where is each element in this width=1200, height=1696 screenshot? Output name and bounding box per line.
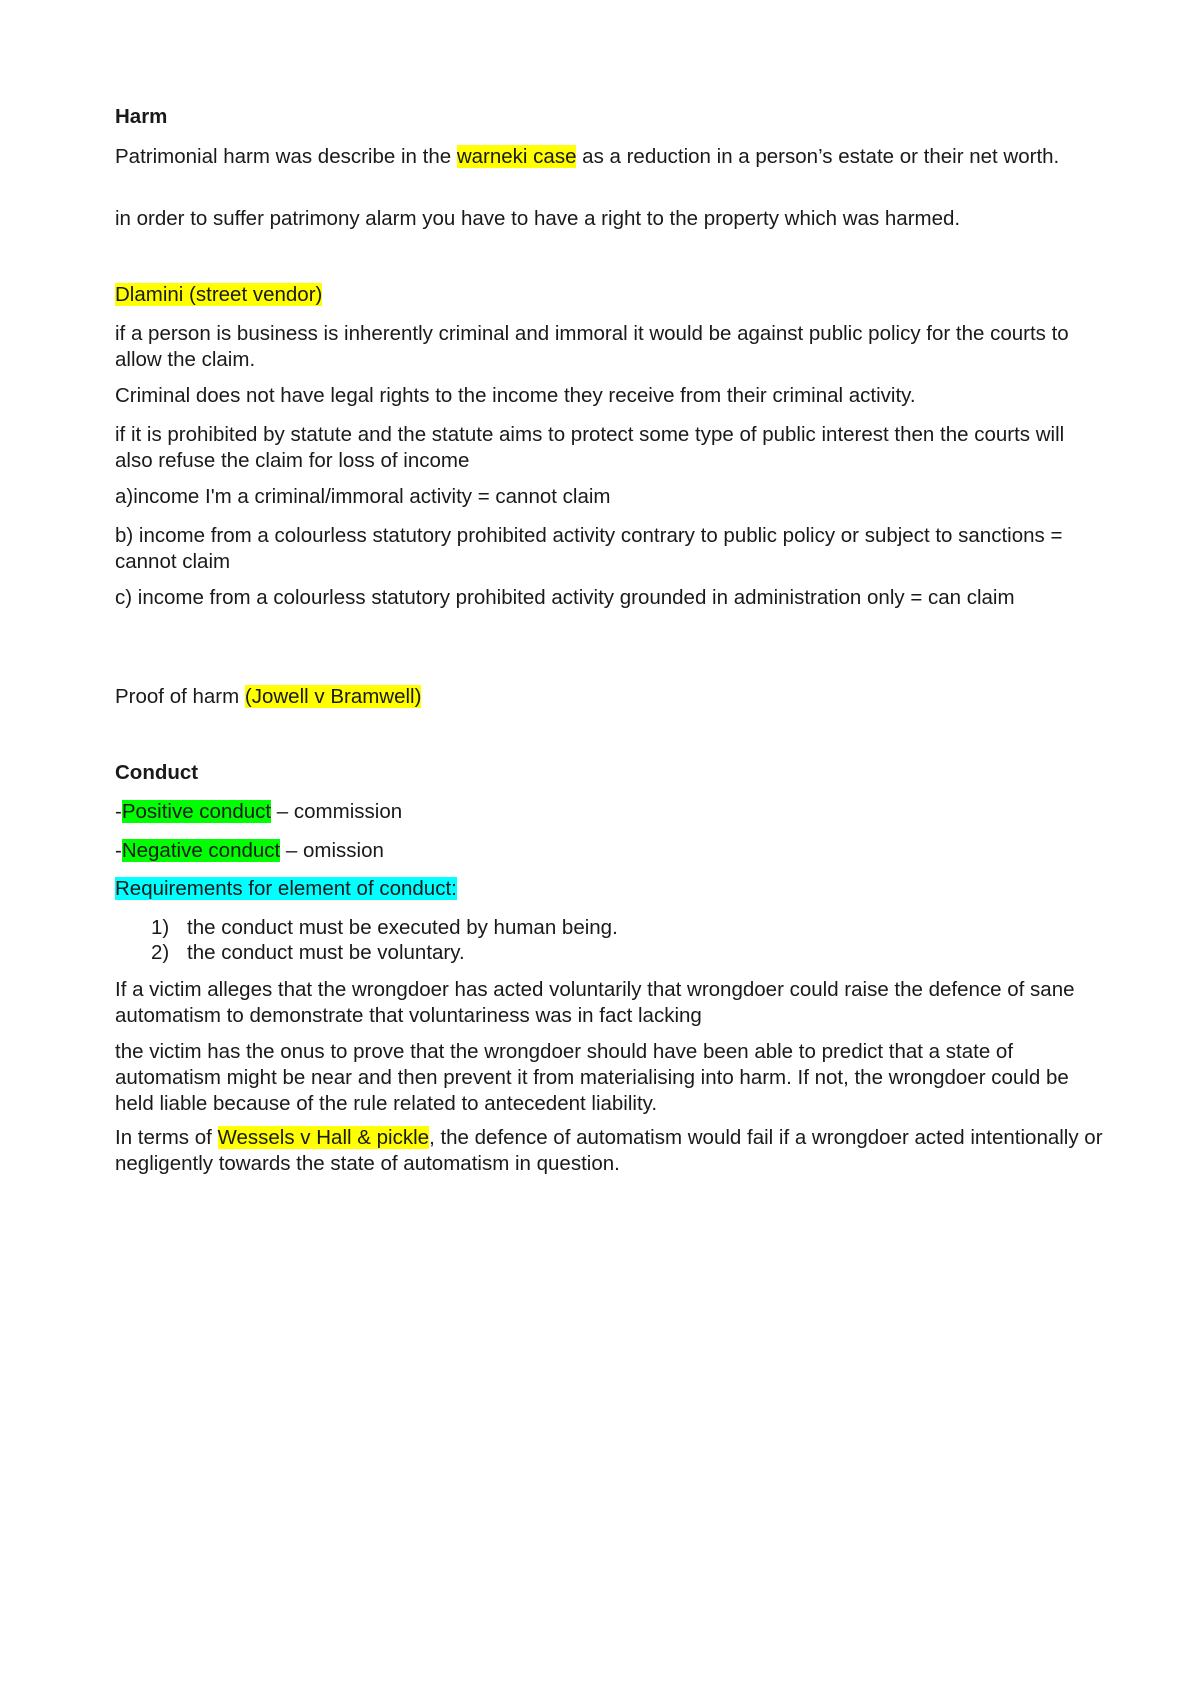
text-run: – commission [271, 800, 403, 823]
negative-conduct-highlight: Negative conduct [121, 839, 281, 862]
harm-paragraph-2: in order to suffer patrimony alarm you have to have a right to the property which was harmed. [115, 207, 961, 230]
positive-conduct [115, 799, 1105, 825]
dlamini-point-c: c) income from a colourless statutory prohibited activity grounded in administration only = can claim [115, 586, 1015, 609]
dash: - [115, 800, 122, 823]
requirements-highlight: Requirements for element of conduct: [115, 877, 457, 900]
list-number: 2) [151, 941, 170, 964]
text-run: – omission [280, 839, 384, 862]
harm-heading: Harm [115, 105, 168, 128]
case-highlight-warneki: warneki case [456, 145, 577, 168]
dlamini-point-b: b) income from a colourless statutory prohibited activity contrary to public policy or subject to sanctions = cannot claim [115, 524, 1063, 573]
text-run: as a reduction in a person’s estate or their net worth. [576, 145, 1060, 168]
list-text: the conduct must be voluntary. [187, 941, 465, 964]
dlamini-title [115, 282, 1105, 308]
dlamini-paragraph-3: if it is prohibited by statute and the statute aims to protect some type of public interest then the courts will also refuse the claim for loss of income [115, 423, 1065, 472]
proof-of-harm [115, 684, 1105, 710]
case-highlight-dlamini: Dlamini (street vendor) [115, 283, 323, 306]
text-run: Patrimonial harm was describe in the [115, 145, 457, 168]
conduct-paragraph-3 [115, 1125, 1105, 1177]
list-text: the conduct must be executed by human being. [187, 916, 618, 939]
case-highlight-jowell: (Jowell v Bramwell) [244, 685, 422, 708]
conduct-paragraph-2: the victim has the onus to prove that the wrongdoer should have been able to predict that a state of automatism might be near and then prevent it from materialising into harm. If not, the wrongdoer could be held liable because of the rule related to antecedent liability. [115, 1040, 1069, 1115]
harm-paragraph-1 [115, 144, 1105, 170]
text-run: In terms of [115, 1126, 218, 1149]
dlamini-paragraph-1: if a person is business is inherently criminal and immoral it would be against public policy for the courts to allow the claim. [115, 322, 1069, 371]
requirements-title [115, 876, 1105, 902]
negative-conduct [115, 838, 1105, 864]
text-run: Proof of harm [115, 685, 245, 708]
requirements-list [115, 915, 1105, 967]
list-number: 1) [151, 916, 170, 939]
text-run: , the defence of automatism would fail if a wrongdoer acted intentionally or negligently towards the state of automatism in question. [115, 1126, 1103, 1175]
positive-conduct-highlight: Positive conduct [121, 800, 272, 823]
dlamini-point-a: a)income I'm a criminal/immoral activity = cannot claim [115, 485, 611, 508]
case-highlight-wessels: Wessels v Hall & pickle [217, 1126, 430, 1149]
conduct-heading: Conduct [115, 761, 199, 784]
dlamini-paragraph-2: Criminal does not have legal rights to the income they receive from their criminal activity. [115, 384, 916, 407]
conduct-paragraph-1: If a victim alleges that the wrongdoer has acted voluntarily that wrongdoer could raise the defence of sane automatism to demonstrate that voluntariness was in fact lacking [115, 978, 1075, 1027]
dash: - [115, 839, 122, 862]
